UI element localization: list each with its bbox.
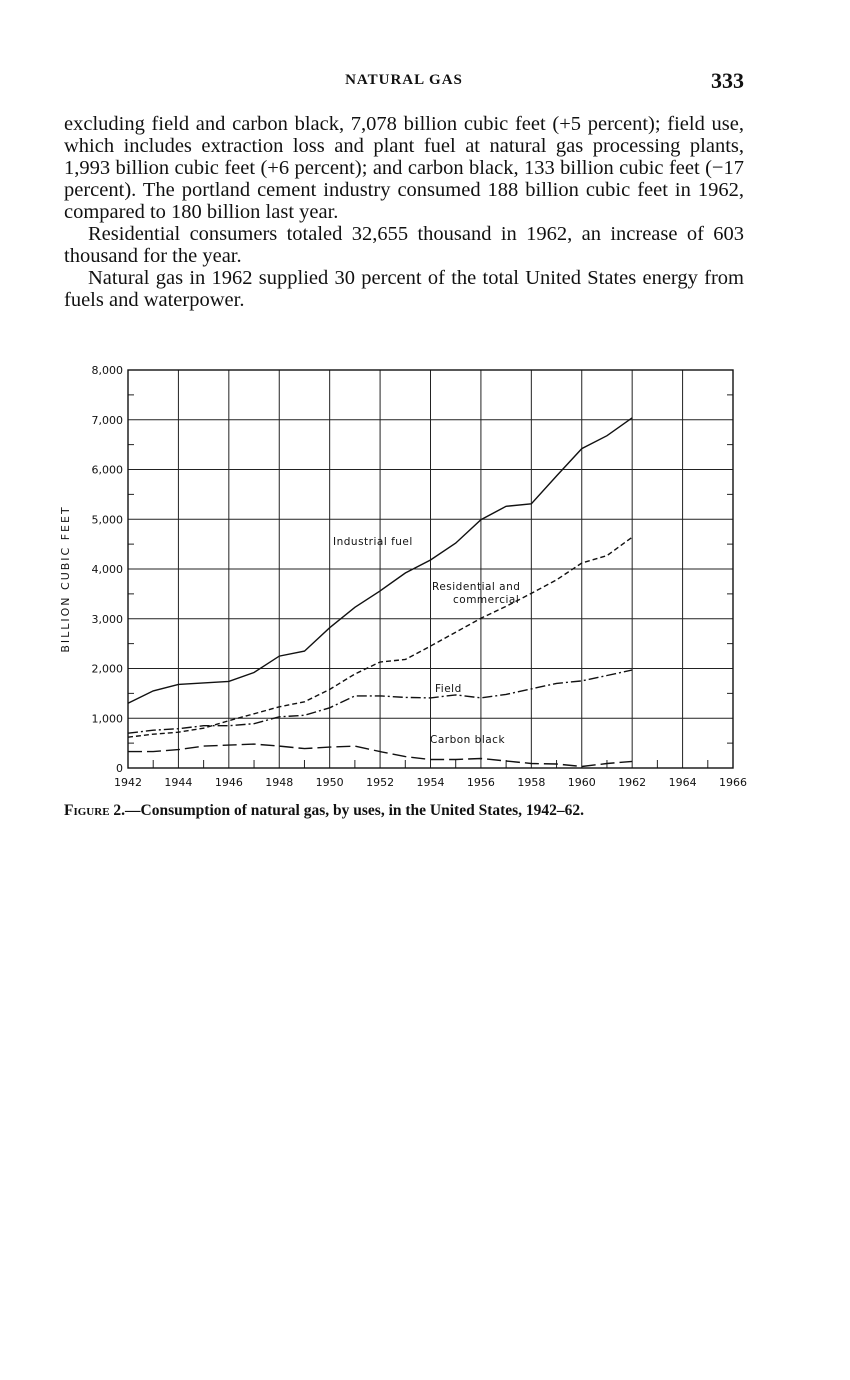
annotation-label: Industrial fuel bbox=[333, 536, 413, 548]
x-tick-label: 1942 bbox=[114, 776, 142, 789]
y-tick-label: 4,000 bbox=[91, 563, 123, 576]
y-tick-label: 5,000 bbox=[91, 513, 123, 527]
paragraph: Natural gas in 1962 supplied 30 percent of the total United States energy from fuels and waterpower. bbox=[64, 267, 744, 311]
x-tick-label: 1966 bbox=[719, 776, 747, 789]
x-tick-label: 1962 bbox=[618, 776, 647, 789]
x-tick-label: 1944 bbox=[164, 776, 193, 789]
x-tick-label: 1948 bbox=[265, 776, 294, 789]
figure-caption bbox=[64, 802, 754, 820]
y-tick-label: 3,000 bbox=[91, 612, 123, 626]
chart-figure bbox=[50, 360, 750, 800]
x-tick-label: 1950 bbox=[315, 776, 344, 789]
x-tick-label: 1964 bbox=[668, 776, 697, 789]
caption-text: —Consumption of natural gas, by uses, in the United States, 1942–62. bbox=[125, 802, 585, 819]
page-number: 333 bbox=[711, 68, 744, 93]
body-text bbox=[64, 113, 744, 311]
caption-label: Figure 2. bbox=[64, 802, 126, 819]
page-header bbox=[64, 70, 744, 98]
x-tick-label: 1952 bbox=[366, 776, 395, 789]
annotation-label: commercial bbox=[453, 594, 520, 606]
paragraph: excluding field and carbon black, 7,078 billion cubic feet (+5 percent); field use, which includes extraction loss and plant fuel at natural gas processing plants, 1,993 billion cubic feet (+6 percent); and carbon black, 133 billion cubic feet (−17 percent). The portland cement industry consumed 188 billion cubic feet in 1962, compared to 180 billion last year. bbox=[64, 113, 744, 223]
x-tick-label: 1958 bbox=[517, 776, 546, 789]
x-tick-label: 1954 bbox=[416, 776, 445, 789]
running-title: NATURAL GAS bbox=[345, 72, 463, 88]
y-tick-label: 6,000 bbox=[91, 463, 123, 477]
y-tick-label: 0 bbox=[116, 762, 123, 775]
y-tick-label: 1,000 bbox=[91, 712, 123, 726]
paragraph: Residential consumers totaled 32,655 thousand in 1962, an increase of 603 thousand for the year. bbox=[64, 223, 744, 267]
y-tick-label: 8,000 bbox=[91, 364, 123, 377]
annotation-label: Residential and bbox=[432, 581, 521, 593]
line-chart bbox=[50, 360, 750, 800]
y-tick-label: 7,000 bbox=[91, 413, 123, 427]
x-tick-label: 1946 bbox=[214, 776, 243, 789]
annotation-label: Field bbox=[435, 683, 462, 695]
x-tick-label: 1960 bbox=[567, 776, 596, 789]
annotation-label: Carbon black bbox=[430, 734, 506, 746]
y-axis-label: BILLION CUBIC FEET bbox=[59, 505, 72, 653]
y-tick-label: 2,000 bbox=[91, 662, 123, 676]
x-tick-label: 1956 bbox=[466, 776, 495, 789]
